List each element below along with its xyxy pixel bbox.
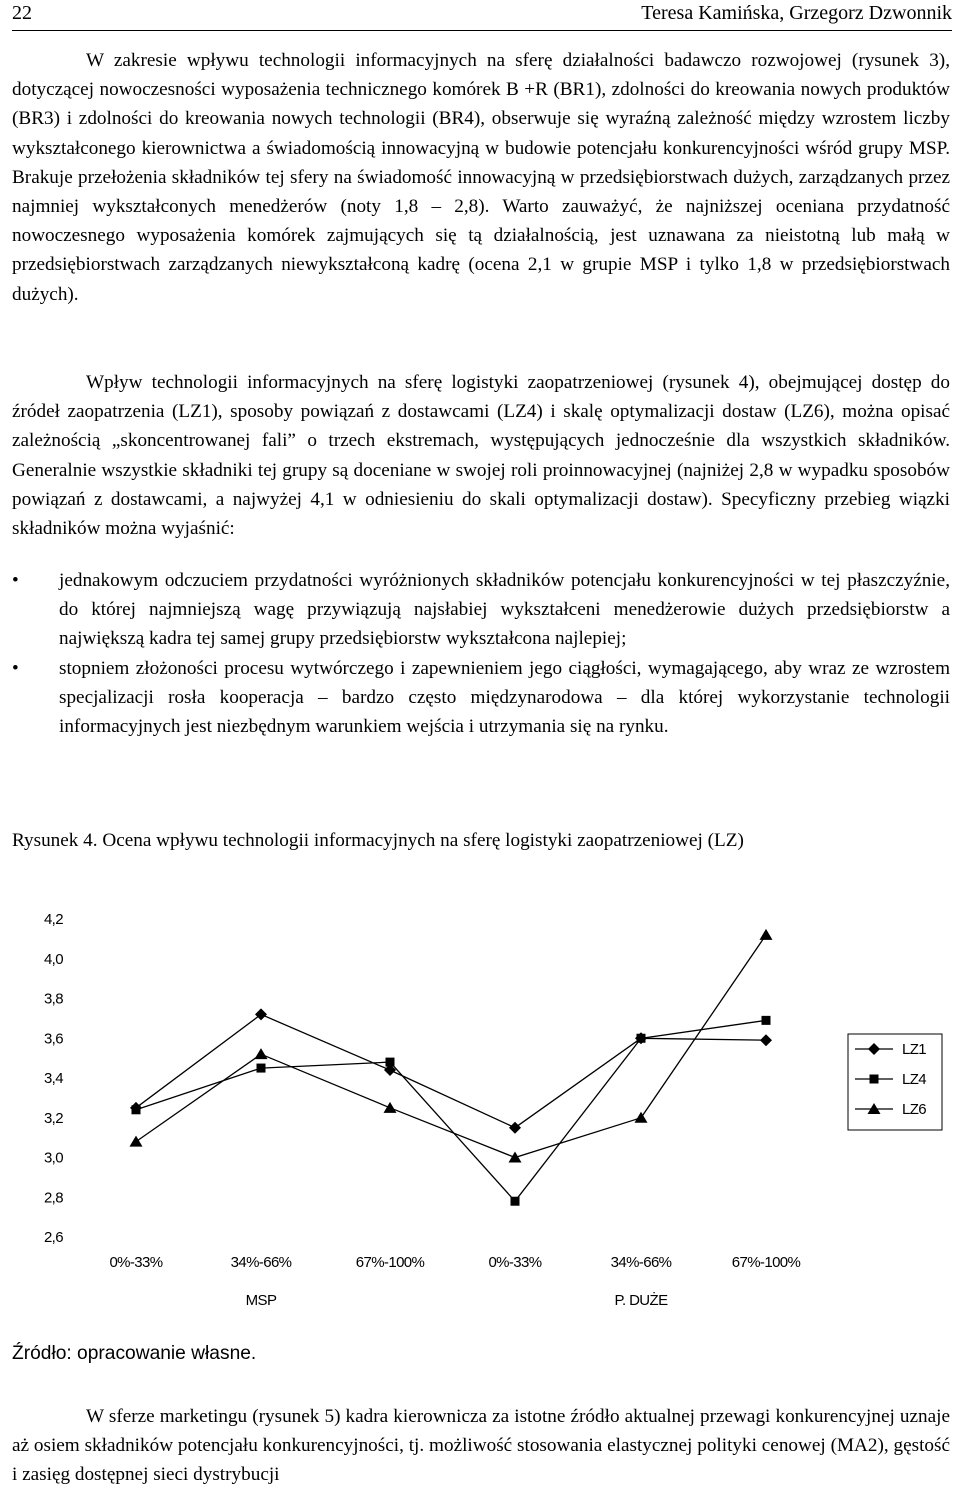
data-point-lz4 [762,1016,771,1025]
data-point-lz6 [509,1152,522,1163]
data-point-lz6 [760,929,773,940]
paragraph-3: W sferze marketingu (rysunek 5) kadra kierownicza za istotne źródło aktualnej przewagi konkurencyjnej uznaje aż osiem składników potencjału konkurencyjności, tj. możliwość stosowania elastycznej polityki cenowej (MA2), gęstość i zasięg dostępnej sieci dystrybucji [12,1406,950,1486]
legend-label: LZ6 [902,1101,927,1118]
x-tick-label: 0%-33% [109,1254,163,1271]
y-tick-label: 4,0 [43,950,63,968]
data-point-lz4 [637,1034,646,1043]
source-note: Źródło: opracowanie własne. [12,1343,257,1364]
data-point-lz6 [384,1102,397,1113]
y-tick-label: 3,2 [43,1109,63,1127]
bullet-icon: • [12,657,19,679]
paragraph-2: Wpływ technologii informacyjnych na sferę logistyki zaopatrzeniowej (rysunek 4), obejmującej dostęp do źródeł zaopatrzenia (LZ1), sposoby powiązań z dostawcami (LZ4) i skalę optymalizacji dostaw (LZ6), można opisać zależnością „skoncentrowanej fali” o trzech ekstremach, występujących jednocześnie dla wszystkich składników. Generalnie wszystkie składniki tej grupy są doceniane w swojej roli proinnowacyjnej (najniżej 2,8 w wypadku sposobów powiązań z dostawcami, a najwyżej 4,1 w odniesieniu do skali optymalizacji dostaw). Specyficzny przebieg wiązki składników można wyjaśnić: [12,372,950,540]
series-lines [136,935,766,1201]
y-tick-label: 3,4 [43,1070,63,1087]
series-line-lz4 [136,1020,766,1201]
legend-label: LZ1 [902,1041,927,1058]
group-label: P. DUŻE [614,1292,668,1309]
y-tick-label: 3,6 [43,1030,63,1048]
data-point-lz4 [132,1105,141,1114]
group-label: MSP [245,1292,277,1309]
series-line-lz6 [136,935,766,1158]
data-point-lz1 [760,1034,772,1046]
figure-caption: Rysunek 4. Ocena wpływu technologii informacyjnych na sferę logistyki zaopatrzeniowej (LZ) [12,830,744,851]
legend-marker-lz4 [870,1075,879,1084]
y-axis-ticks [44,911,63,1246]
bullet-item [12,654,950,742]
bullet-item [12,566,950,654]
y-tick-label: 2,8 [43,1189,63,1207]
x-tick-label: 0%-33% [488,1254,542,1271]
data-point-lz4 [386,1058,395,1067]
data-point-lz4 [511,1197,520,1206]
x-axis-ticks [109,1254,800,1271]
data-point-lz6 [255,1048,268,1059]
y-tick-label: 3,8 [43,990,63,1008]
bullet-list [12,566,950,741]
y-tick-label: 3,0 [43,1149,63,1167]
bullet-text: stopniem złożoności procesu wytwórczego i zapewnieniem jego ciągłości, wymagającego, aby wraz ze wzrostem specjalizacji rosła kooperacja – bardzo często międzynarodowa – dla której wykorzystanie technologii informacyjnych jest niezbędnym warunkiem wejścia i utrzymania się na rynku. [59,657,950,738]
y-tick-label: 2,6 [43,1229,63,1246]
data-point-lz1 [509,1122,521,1134]
group-labels [246,1291,668,1309]
x-tick-label: 67%-100% [355,1254,425,1271]
data-point-lz6 [635,1112,648,1123]
data-point-lz4 [257,1064,266,1073]
bullet-text: jednakowym odczuciem przydatności wyróżnionych składników potencjału konkurencyjności w tej płaszczyźnie, do której najmniejszą wagę przywiązują najsłabiej wykształceni menedżerowie dużych przedsiębiorstw a największą kadra tej samej grupy przedsiębiorstw wykształcona najlepiej; [59,570,950,650]
data-point-lz1 [255,1008,267,1020]
paragraph-1: W zakresie wpływu technologii informacyjnych na sferę działalności badawczo rozwojowej (rysunek 3), dotyczącej nowoczesności wyposażenia technicznego komórek B +R (BR1), zdolności do kreowania nowych produktów (BR3) i zdolności do kreowania nowych technologii (BR4), obserwuje się wyraźną zależność między wzrostem liczby wykształconego kierownictwa a świadomością innowacyjną w budowie potencjału konkurencyjności wśród grupy MSP. Brakuje przełożenia składników tej sfery na świadomość innowacyjną w przedsiębiorstwach dużych, zarządzanych przez najmniej wykształconych menedżerów (noty 1,8 – 2,8). Warto zauważyć, że najniższej oceniana przydatność nowoczesnego wyposażenia komórek zajmujących się tą działalnością, jest uznawana za nieistotną lub małą w przedsiębiorstwach zarządzanych niewykształconą kadrę (ocena 2,1 w grupie MSP i tylko 1,8 w przedsiębiorstwach dużych). [12,50,950,305]
data-point-lz6 [130,1136,143,1147]
bullet-icon: • [12,570,19,591]
legend-label: LZ4 [902,1071,927,1088]
x-tick-label: 34%-66% [610,1254,672,1271]
series-line-lz1 [136,1014,766,1127]
x-tick-label: 34%-66% [230,1254,292,1271]
chart-legend [848,1034,942,1130]
x-tick-label: 67%-100% [731,1254,801,1271]
line-chart [0,890,960,1330]
running-head: Teresa Kamińska, Grzegorz Dzwonnik [641,2,952,24]
y-tick-label: 4,2 [43,911,63,928]
page-number: 22 [12,2,32,24]
page-header [12,0,952,31]
